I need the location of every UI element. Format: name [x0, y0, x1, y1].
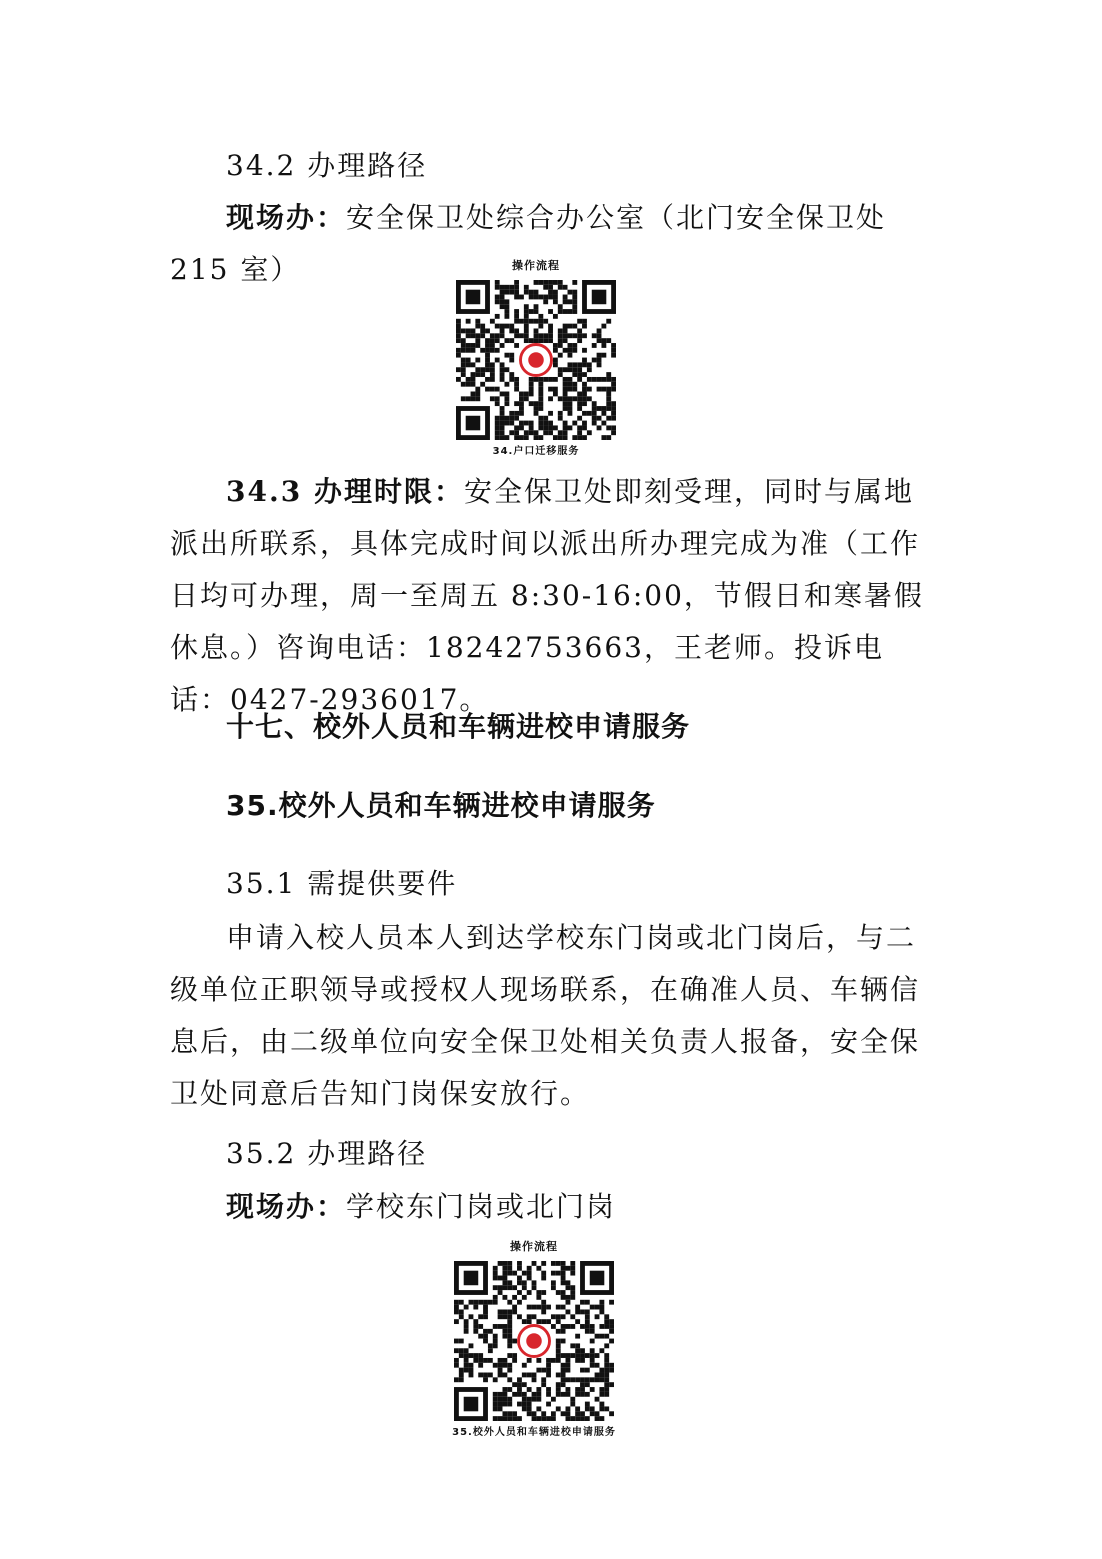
onsite-text: 学校东门岗或北门岗 — [346, 1190, 617, 1223]
chapter-17-title: 十七、校外人员和车辆进校申请服务 — [226, 710, 691, 743]
qr-caption: 35.校外人员和车辆进校申请服务 — [452, 1427, 616, 1438]
qr-card-34 — [434, 258, 638, 460]
section-34-3-label: 34.3 办理时限： — [226, 475, 464, 508]
qr-title: 操作流程 — [510, 1240, 558, 1253]
qr-title: 操作流程 — [512, 259, 560, 272]
qr-code-icon — [456, 280, 616, 440]
section-34-3-text: 安全保卫处即刻受理，同时与属地派出所联系，具体完成时间以派出所办理完成为准（工作日均可办理，周一至周五 8:30-16:00，节假日和寒暑假休息。）咨询电话：18242753663，王老师。投诉电话：0427-2936017。 — [170, 475, 924, 716]
section-35-1-heading: 35.1 需提供要件 — [226, 867, 458, 900]
section-35-2-heading: 35.2 办理路径 — [226, 1137, 428, 1170]
section-35-2-onsite — [170, 1181, 935, 1233]
qr-code-icon — [454, 1261, 614, 1421]
section-34-3-paragraph — [170, 466, 935, 726]
onsite-text: 安全保卫处综合办公室（北门安全保卫处 215 室） — [170, 201, 887, 286]
qr-caption: 34.户口迁移服务 — [492, 446, 580, 457]
onsite-label: 现场办： — [226, 201, 347, 234]
qr-card-35 — [432, 1239, 636, 1441]
section-35-1-text: 申请入校人员本人到达学校东门岗或北门岗后，与二级单位正职领导或授权人现场联系，在确准人员、车辆信息后，由二级单位向安全保卫处相关负责人报备，安全保卫处同意后告知门岗保安放行。 — [170, 921, 921, 1110]
item-35-title: 35.校外人员和车辆进校申请服务 — [226, 789, 656, 822]
onsite-label: 现场办： — [226, 1190, 347, 1223]
section-34-2-heading: 34.2 办理路径 — [226, 149, 428, 182]
